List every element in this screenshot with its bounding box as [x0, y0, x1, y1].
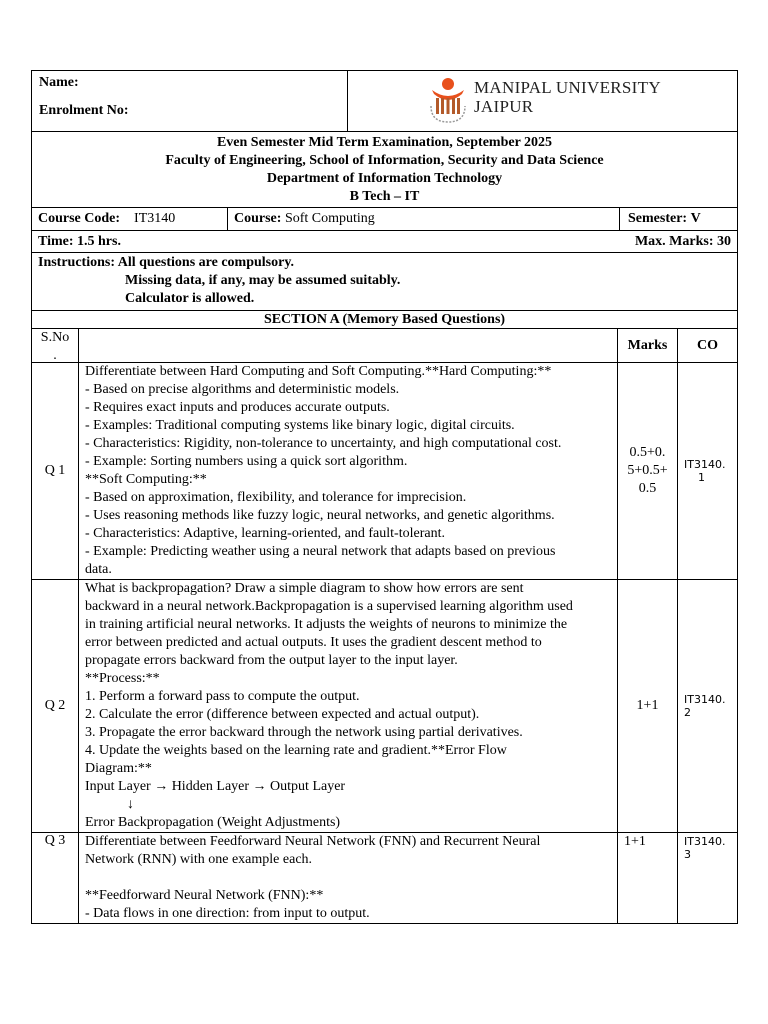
question-co: [678, 580, 737, 832]
course-value: Soft Computing: [284, 211, 375, 226]
question-line: [85, 869, 611, 887]
course-row: [31, 208, 738, 231]
university-logo-icon: [428, 76, 468, 124]
question-line: data.: [85, 562, 112, 577]
enrolment-label: Enrolment No:: [39, 103, 129, 118]
co-line: 3: [684, 848, 691, 861]
course-code-label: Course Code:: [38, 211, 121, 226]
question-line: Differentiate between Feedforward Neural Network (FNN) and Recurrent Neural: [85, 834, 541, 849]
sno-header-text: S.No: [40, 330, 70, 345]
question-line: - Examples: Traditional computing systems like binary logic, digital circuits.: [85, 418, 515, 433]
instruction-line: Instructions: All questions are compulsory.: [38, 255, 295, 270]
course-name: [228, 208, 620, 230]
question-number: Q 2: [32, 580, 79, 832]
marks-line: 1+1: [636, 698, 659, 713]
semester-label: Semester:: [628, 211, 688, 226]
exam-paper: [31, 70, 738, 924]
question-line: propagate errors backward from the output layer to the input layer.: [85, 653, 458, 668]
co-line: 1: [698, 471, 705, 484]
co-line: 2: [684, 706, 691, 719]
faculty-line: Faculty of Engineering, School of Information, Security and Data Science: [165, 153, 604, 168]
header-row: [31, 70, 738, 132]
university-name: MANIPAL UNIVERSITY: [474, 78, 661, 97]
question-marks: [618, 833, 678, 923]
question-line: **Soft Computing:**: [85, 472, 207, 487]
question-line: 1. Perform a forward pass to compute the output.: [85, 689, 360, 704]
sno-header-dot: .: [53, 348, 57, 363]
university-city: JAIPUR: [474, 97, 534, 116]
question-line: - Characteristics: Rigidity, non-tolerance to uncertainty, and high computational cost.: [85, 436, 562, 451]
question-co: [678, 363, 737, 579]
question-line: - Based on precise algorithms and deterministic models.: [85, 382, 400, 397]
course-label: Course:: [234, 211, 282, 226]
question-line: Diagram:**: [85, 761, 152, 776]
program-line: B Tech – IT: [349, 189, 420, 204]
time-text: Time: 1.5 hrs.: [38, 233, 121, 249]
department-line: Department of Information Technology: [266, 171, 503, 186]
instruction-line: Missing data, if any, may be assumed suitably.: [125, 273, 401, 288]
marks-line: 0.5: [638, 481, 657, 496]
question-line: 4. Update the weights based on the learning rate and gradient.**Error Flow: [85, 743, 507, 758]
name-label: Name:: [39, 75, 79, 90]
question-line: Error Backpropagation (Weight Adjustments): [85, 815, 341, 830]
max-marks-text: Max. Marks: 30: [634, 233, 731, 249]
question-marks: [618, 580, 678, 832]
question-line: **Feedforward Neural Network (FNN):**: [85, 888, 324, 903]
time-row: [31, 231, 738, 253]
student-info: [32, 71, 348, 131]
question-line: 3. Propagate the error backward through the network using partial derivatives.: [85, 725, 523, 740]
question-line: backward in a neural network.Backpropagation is a supervised learning algorithm used: [85, 599, 573, 614]
sno-header: [32, 329, 79, 362]
question-line: error between predicted and actual outputs. It uses the gradient descent method to: [85, 635, 542, 650]
question-line: - Data flows in one direction: from input to output.: [85, 906, 370, 921]
instructions: [31, 253, 738, 311]
question-number: Q 1: [32, 363, 79, 579]
co-line: IT3140.: [684, 458, 726, 471]
question-line: Input Layer → Hidden Layer → Output Layer: [85, 779, 346, 794]
question-header: [79, 329, 618, 362]
question-line: - Requires exact inputs and produces accurate outputs.: [85, 400, 390, 415]
question-line: Network (RNN) with one example each.: [85, 852, 313, 867]
question-line: Differentiate between Hard Computing and Soft Computing.**Hard Computing:**: [85, 364, 552, 379]
question-line: ↓: [85, 797, 134, 812]
marks-header: Marks: [618, 329, 678, 362]
semester-value: V: [690, 211, 701, 226]
question-number: Q 3: [32, 833, 79, 923]
question-line: - Example: Predicting weather using a neural network that adapts based on previous: [85, 544, 556, 559]
instruction-line: Calculator is allowed.: [125, 291, 255, 306]
question-line: in training artificial neural networks. It adjusts the weights of neurons to minimize the: [85, 617, 568, 632]
question-line: 2. Calculate the error (difference between expected and actual output).: [85, 707, 480, 722]
university-brand: [348, 71, 737, 131]
question-text: [79, 833, 618, 923]
table-row: [31, 833, 738, 924]
marks-line: 0.5+0.: [629, 445, 666, 460]
question-text: [79, 363, 618, 579]
question-line: **Process:**: [85, 671, 160, 686]
section-title: [31, 311, 738, 329]
co-line: IT3140.: [684, 835, 726, 848]
table-row: [31, 580, 738, 833]
course-code: [32, 208, 228, 230]
question-line: What is backpropagation? Draw a simple diagram to show how errors are sent: [85, 581, 524, 596]
question-line: - Example: Sorting numbers using a quick sort algorithm.: [85, 454, 408, 469]
semester: [620, 208, 737, 230]
exam-info: [31, 132, 738, 208]
question-line: - Uses reasoning methods like fuzzy logic, neural networks, and genetic algorithms.: [85, 508, 555, 523]
question-marks: [618, 363, 678, 579]
question-co: [678, 833, 737, 923]
question-line: - Based on approximation, flexibility, and tolerance for imprecision.: [85, 490, 467, 505]
exam-title: Even Semester Mid Term Examination, September 2025: [216, 135, 553, 150]
column-header-row: [31, 329, 738, 363]
marks-line: 1+1: [624, 834, 646, 849]
course-code-value: IT3140: [134, 211, 176, 226]
co-header: CO: [697, 337, 718, 353]
section-title-text: SECTION A (Memory Based Questions): [263, 311, 506, 327]
table-row: [31, 363, 738, 580]
question-text: [79, 580, 618, 832]
marks-line: 5+0.5+: [627, 463, 668, 478]
question-line: - Characteristics: Adaptive, learning-oriented, and fault-tolerant.: [85, 526, 445, 541]
co-line: IT3140.: [684, 693, 726, 706]
